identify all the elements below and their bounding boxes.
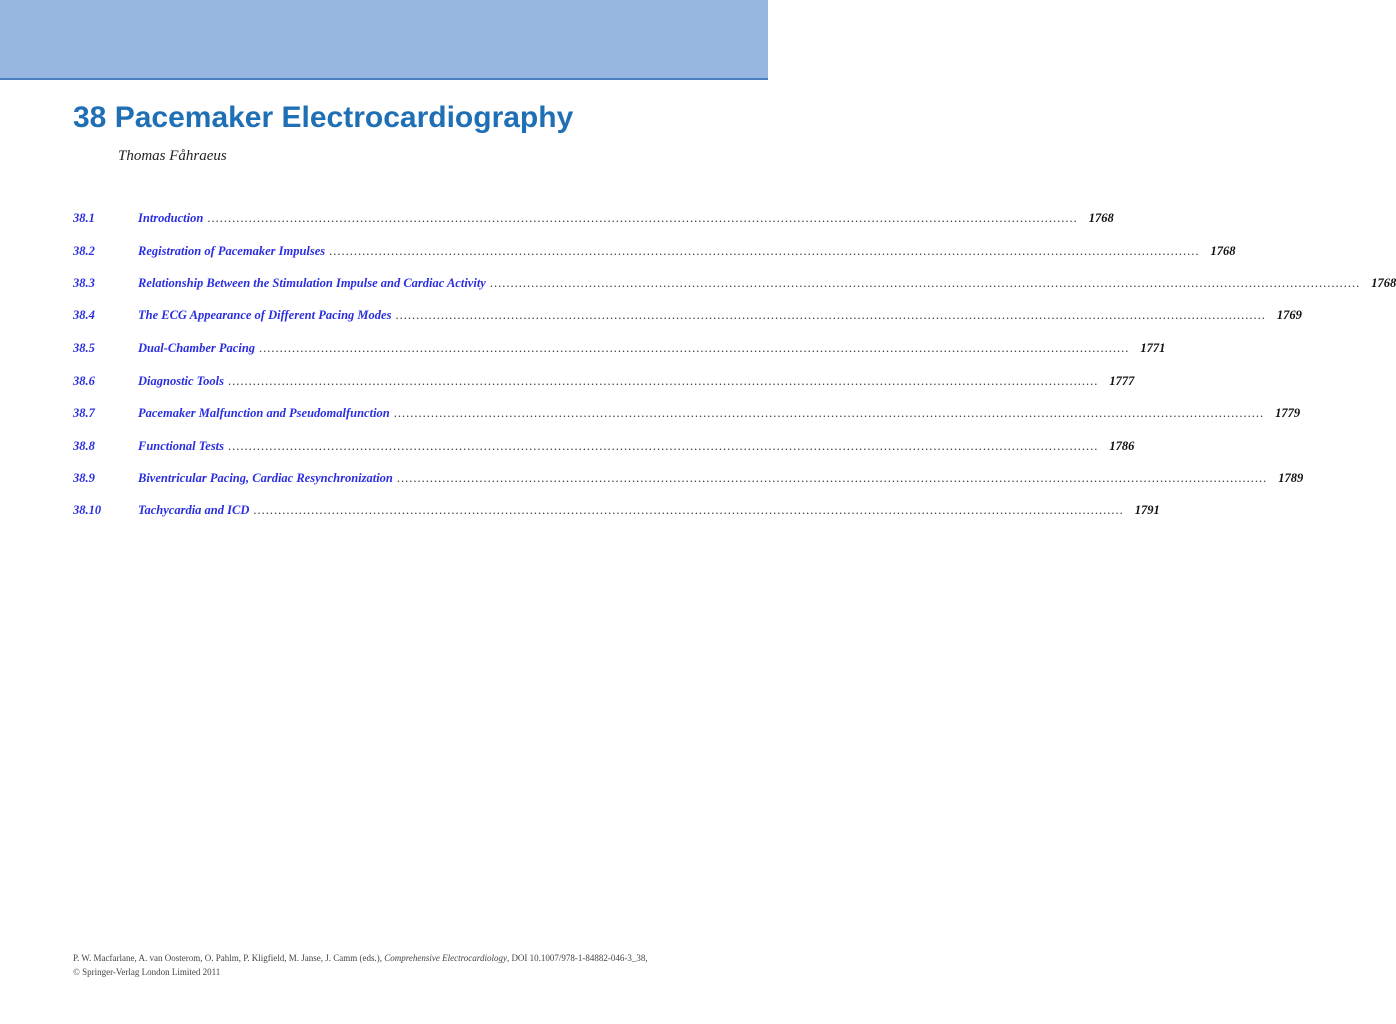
- toc-page: 1786: [1109, 439, 1135, 453]
- toc-number: 38.2: [73, 244, 95, 258]
- toc-number: 38.6: [73, 374, 95, 388]
- toc-number: 38.10: [73, 503, 102, 517]
- toc-leader-dots: [395, 305, 1265, 325]
- toc-title[interactable]: Biventricular Pacing, Cardiac Resynchronization: [138, 471, 393, 485]
- toc-entry-38-10[interactable]: [73, 500, 1160, 520]
- toc-page: 1789: [1278, 471, 1304, 485]
- toc-title[interactable]: The ECG Appearance of Different Pacing Modes: [138, 308, 392, 322]
- toc-page: 1791: [1134, 503, 1160, 517]
- toc-number: 38.9: [73, 471, 95, 485]
- toc-page: 1768: [1088, 211, 1114, 225]
- toc-leader-dots: [259, 338, 1129, 358]
- toc-entry-38-9[interactable]: [73, 468, 1304, 488]
- toc-title[interactable]: Tachycardia and ICD: [138, 503, 250, 517]
- toc-entry-38-6[interactable]: [73, 371, 1135, 391]
- toc-page: 1769: [1276, 308, 1302, 322]
- toc-number: 38.3: [73, 276, 95, 290]
- toc-entry-38-2[interactable]: [73, 241, 1236, 261]
- toc-number: 38.4: [73, 308, 95, 322]
- toc-title[interactable]: Functional Tests: [138, 439, 225, 453]
- toc-title[interactable]: Dual-Chamber Pacing: [138, 341, 256, 355]
- citation-editors: P. W. Macfarlane, A. van Oosterom, O. Pahlm, P. Kligfield, M. Janse, J. Camm (eds.),: [73, 953, 385, 963]
- toc-leader-dots: [397, 468, 1267, 488]
- toc-title[interactable]: Introduction: [138, 211, 204, 225]
- toc-leader-dots: [394, 403, 1264, 423]
- toc-entry-38-7[interactable]: [73, 403, 1301, 423]
- toc-leader-dots: [207, 208, 1077, 228]
- toc-page: 1768: [1371, 276, 1396, 290]
- toc-leader-dots: [228, 436, 1098, 456]
- toc-page: 1777: [1109, 374, 1135, 388]
- toc-page: 1779: [1275, 406, 1301, 420]
- toc-title[interactable]: Registration of Pacemaker Impulses: [138, 244, 326, 258]
- toc-title[interactable]: Relationship Between the Stimulation Impulse and Cardiac Activity: [138, 276, 486, 290]
- header-band: [0, 0, 768, 80]
- toc-number: 38.8: [73, 439, 95, 453]
- chapter-author: Thomas Fåhraeus: [118, 148, 227, 164]
- toc-page: 1771: [1140, 341, 1166, 355]
- toc-entry-38-4[interactable]: [73, 305, 1302, 325]
- chapter-title: 38 Pacemaker Electrocardiography: [73, 101, 574, 134]
- toc-number: 38.7: [73, 406, 95, 420]
- toc-entry-38-8[interactable]: [73, 436, 1135, 456]
- toc-number: 38.1: [73, 211, 95, 225]
- toc-entry-38-1[interactable]: [73, 208, 1114, 228]
- toc-title[interactable]: Diagnostic Tools: [138, 374, 225, 388]
- toc-leader-dots: [329, 241, 1199, 261]
- copyright-line: © Springer-Verlag London Limited 2011: [73, 967, 221, 977]
- toc-title[interactable]: Pacemaker Malfunction and Pseudomalfunction: [138, 406, 390, 420]
- citation-line: [73, 951, 713, 965]
- toc-leader-dots: [253, 500, 1123, 520]
- toc-page: 1768: [1210, 244, 1236, 258]
- toc-leader-dots: [228, 371, 1098, 391]
- citation-doi: , DOI 10.1007/978-1-84882-046-3_38,: [506, 953, 648, 963]
- toc-number: 38.5: [73, 341, 95, 355]
- citation-footer: [73, 951, 713, 979]
- toc-leader-dots: [490, 273, 1360, 293]
- citation-book-title: Comprehensive Electrocardiology: [384, 953, 507, 963]
- toc-entry-38-5[interactable]: [73, 338, 1166, 358]
- toc-entry-38-3[interactable]: [73, 273, 1396, 293]
